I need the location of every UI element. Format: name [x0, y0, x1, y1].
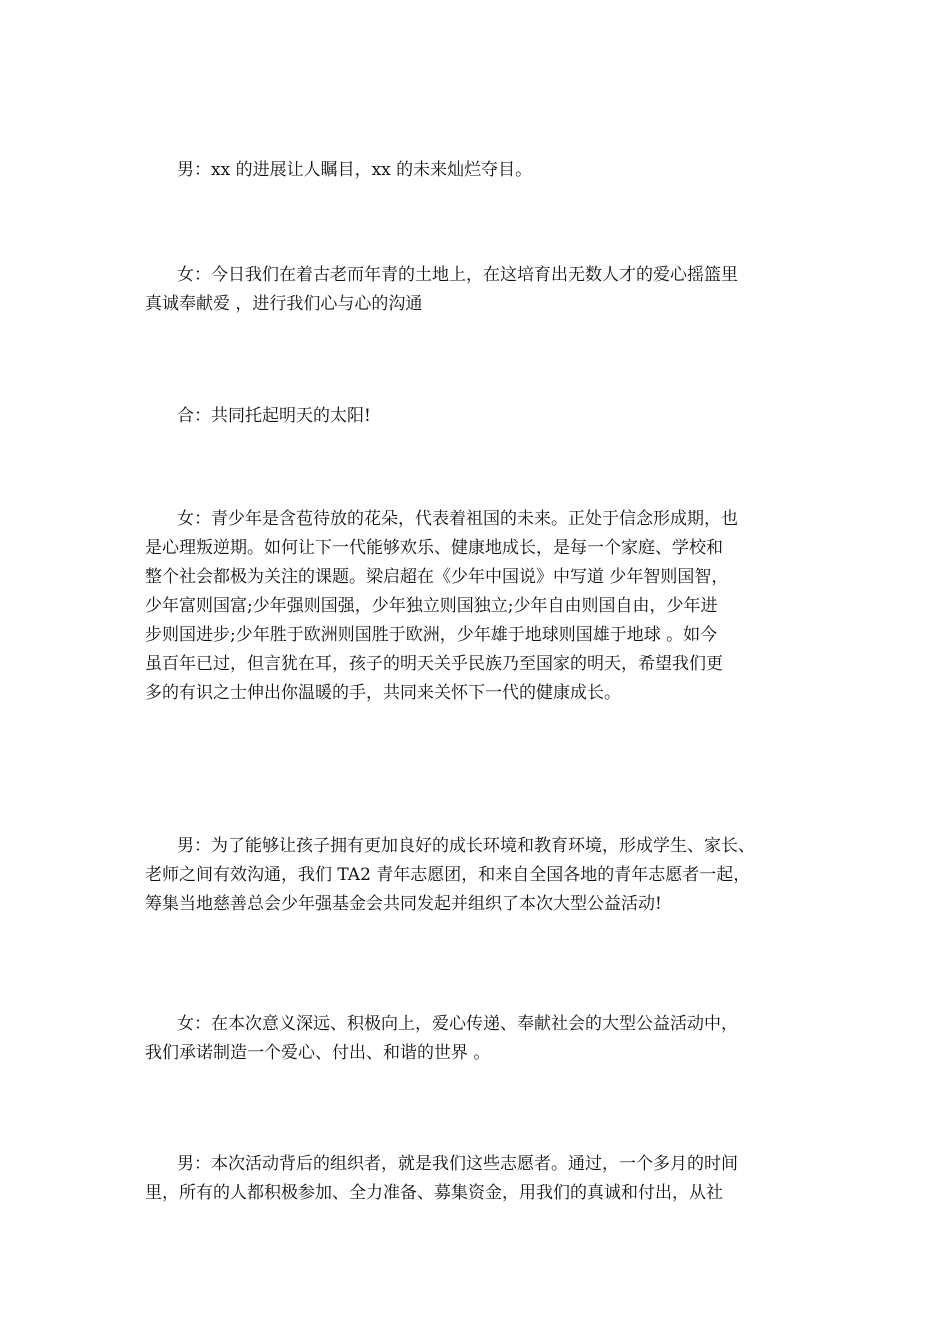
- paragraph-line: 筹集当地慈善总会少年强基金会共同发起并组织了本次大型公益活动!: [145, 894, 662, 914]
- paragraph-line: 合：共同托起明天的太阳!: [177, 406, 371, 426]
- paragraph-line: 里，所有的人都积极参加、全力准备、募集资金，用我们的真诚和付出，从社: [145, 1183, 723, 1203]
- paragraph-line: 女：在本次意义深远、积极向上，爱心传递、奉献社会的大型公益活动中，: [177, 1014, 738, 1034]
- paragraph-line: 真诚奉献爱 ，进行我们心与心的沟通: [145, 294, 423, 314]
- paragraph-line: 虽百年已过，但言犹在耳，孩子的明天关乎民族乃至国家的明天，希望我们更: [145, 654, 723, 674]
- paragraph-line: 步则国进步;少年胜于欧洲则国胜于欧洲，少年雄于地球则国雄于地球 。如今: [145, 625, 718, 645]
- paragraph-line: 老师之间有效沟通，我们 TA2 青年志愿团，和来自全国各地的青年志愿者一起，: [145, 865, 751, 885]
- paragraph-3: [145, 402, 825, 431]
- paragraph-line: 我们承诺制造一个爱心、付出、和谐的世界 。: [145, 1043, 491, 1063]
- paragraph-6: [145, 1010, 825, 1068]
- paragraph-line: 男：本次活动背后的组织者，就是我们这些志愿者。通过，一个多月的时间: [177, 1154, 738, 1174]
- paragraph-4: [145, 505, 825, 708]
- paragraph-line: 少年富则国富;少年强则国强，少年独立则国独立;少年自由则国自由，少年进: [145, 596, 718, 616]
- paragraph-1: [145, 156, 825, 185]
- paragraph-7: [145, 1150, 825, 1208]
- paragraph-line: 女：青少年是含苞待放的花朵，代表着祖国的未来。正处于信念形成期，也: [177, 509, 738, 529]
- paragraph-line: 多的有识之士伸出你温暖的手，共同来关怀下一代的健康成长。: [145, 683, 621, 703]
- paragraph-line: 女：今日我们在着古老而年青的土地上，在这培育出无数人才的爱心摇篮里: [177, 265, 738, 285]
- paragraph-5: [145, 832, 825, 919]
- paragraph-line: 是心理叛逆期。如何让下一代能够欢乐、健康地成长，是每一个家庭、学校和: [145, 538, 723, 558]
- paragraph-line: 整个社会都极为关注的课题。梁启超在《少年中国说》中写道 少年智则国智，: [145, 567, 729, 587]
- paragraph-line: 男：xx 的进展让人瞩目，xx 的未来灿烂夺目。: [177, 160, 533, 180]
- paragraph-2: [145, 261, 825, 319]
- paragraph-line: 男：为了能够让孩子拥有更加良好的成长环境和教育环境，形成学生、家长、: [177, 836, 755, 856]
